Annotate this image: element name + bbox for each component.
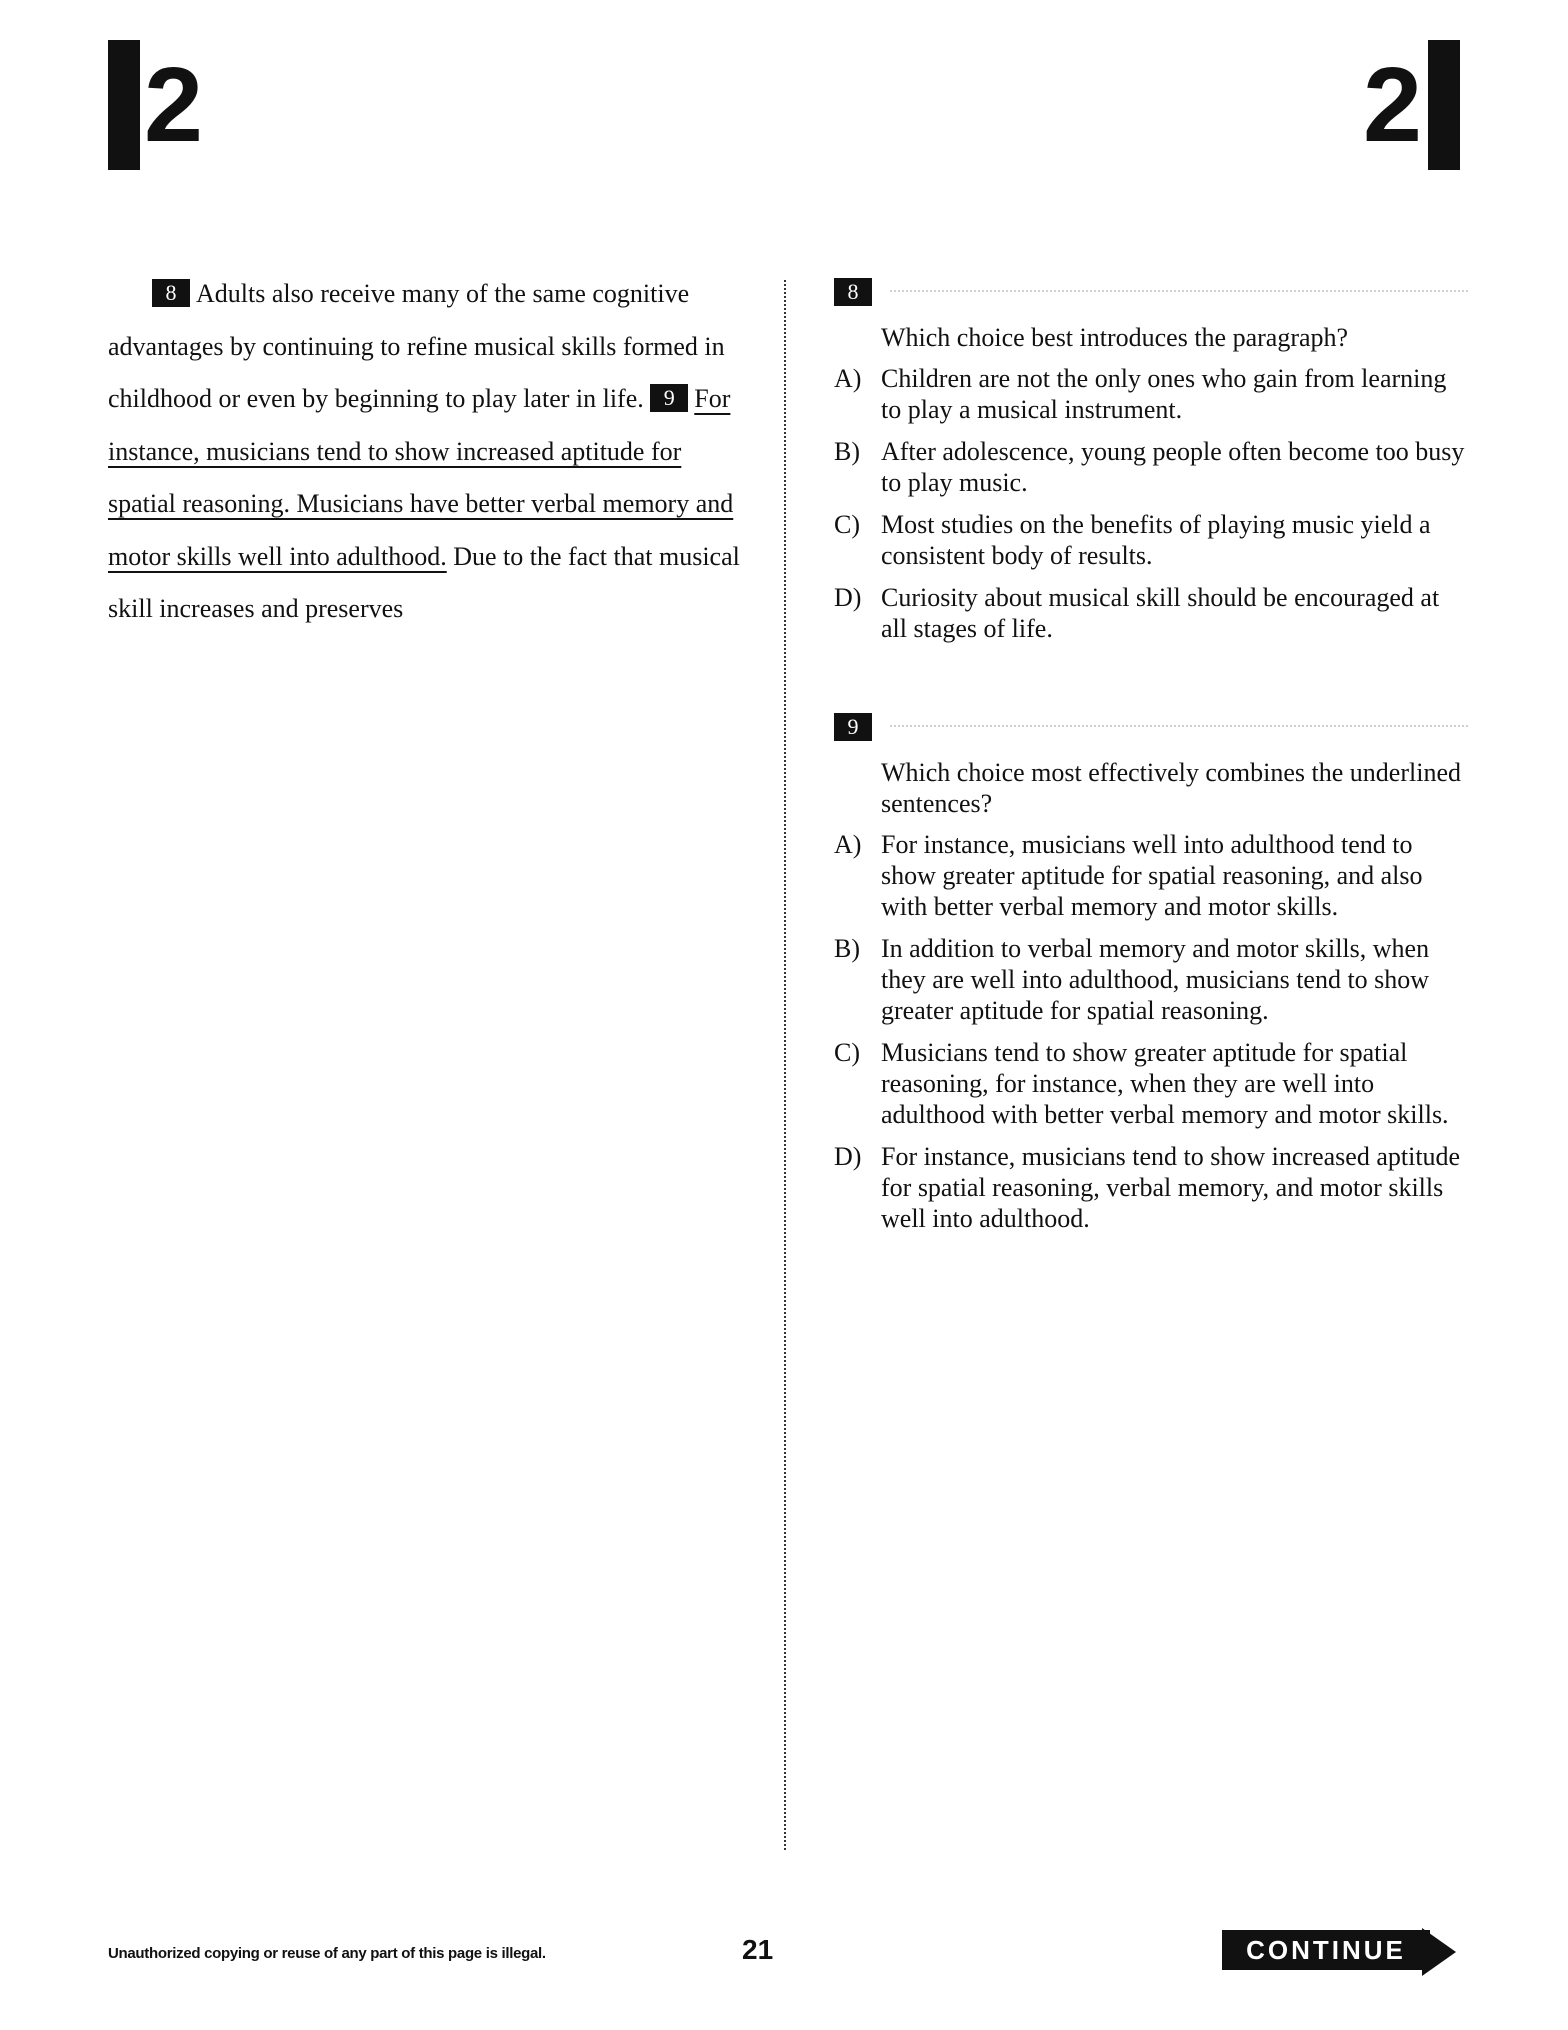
answer-choices: [834, 363, 1468, 644]
scan-noise: [890, 725, 1468, 733]
choice-letter: B): [834, 437, 860, 466]
section-number-text: 2: [144, 46, 203, 164]
answer-choice-c[interactable]: [834, 509, 1468, 571]
column-divider: [784, 280, 786, 1850]
choice-letter: A): [834, 830, 862, 859]
passage-continuation: Due to the fact that musical skill increases and preserves: [108, 541, 740, 623]
section-number-left: [108, 40, 203, 170]
answer-choices: [834, 829, 1468, 1234]
question-stem: Which choice best introduces the paragraph?: [881, 323, 1349, 352]
choice-text: In addition to verbal memory and motor skills, when they are well into adulthood, musicians tend to show greater aptitude for spatial reasoning.: [881, 934, 1430, 1025]
answer-choice-d[interactable]: [834, 1141, 1468, 1234]
choice-text: Children are not the only ones who gain from learning to play a musical instrument.: [881, 364, 1447, 424]
choice-letter: C): [834, 510, 860, 539]
arrow-right-icon: [1422, 1924, 1458, 1980]
choice-text: For instance, musicians tend to show increased aptitude for spatial reasoning, verbal memory, and motor skills well into adulthood.: [881, 1142, 1461, 1233]
choice-text: Most studies on the benefits of playing music yield a consistent body of results.: [881, 510, 1431, 570]
choice-letter: C): [834, 1038, 860, 1067]
question-header: [834, 713, 1468, 741]
continue-button[interactable]: [1222, 1924, 1460, 1980]
continue-label: CONTINUE: [1222, 1930, 1430, 1970]
passage: [108, 268, 748, 636]
choice-text: Musicians tend to show greater aptitude for spatial reasoning, for instance, when they are well into adulthood with better verbal memory and motor skills.: [881, 1038, 1449, 1129]
question-number-box: 9: [834, 713, 872, 741]
passage-q8-sentence: Adults also receive many of the same cognitive advantages by continuing to refine musical skills formed in childhood or even by beginning to play later in life.: [108, 279, 725, 413]
section-number-right: [1363, 40, 1460, 170]
answer-choice-b[interactable]: [834, 933, 1468, 1026]
passage-text: [108, 268, 748, 636]
page-number: 21: [742, 1934, 774, 1965]
answer-choice-a[interactable]: [834, 363, 1468, 425]
section-bar: [1428, 40, 1460, 170]
choice-letter: B): [834, 934, 860, 963]
question-stem: Which choice most effectively combines the underlined sentences?: [881, 758, 1461, 818]
answer-choice-c[interactable]: [834, 1037, 1468, 1130]
choice-text: Curiosity about musical skill should be encouraged at all stages of life.: [881, 583, 1440, 643]
choice-text: After adolescence, young people often become too busy to play music.: [881, 437, 1465, 497]
answer-choice-d[interactable]: [834, 582, 1468, 644]
answer-choice-a[interactable]: [834, 829, 1468, 922]
section-bar: [108, 40, 140, 170]
question-header: [834, 278, 1468, 306]
choice-letter: D): [834, 583, 862, 612]
choice-letter: A): [834, 364, 862, 393]
question-8: [834, 278, 1468, 655]
answer-choice-b[interactable]: [834, 436, 1468, 498]
question-marker-8: 8: [152, 279, 190, 307]
choice-letter: D): [834, 1142, 862, 1171]
scan-noise: [890, 290, 1468, 298]
choice-text: For instance, musicians well into adulthood tend to show greater aptitude for spatial reasoning, and also with better verbal memory and motor skills.: [881, 830, 1423, 921]
question-number-box: 8: [834, 278, 872, 306]
section-number-text: 2: [1363, 46, 1422, 164]
underlined-sentences: For instance, musicians tend to show increased aptitude for spatial reasoning. Musicians have better verbal memory and motor skills well into adulthood.: [108, 384, 734, 571]
copyright-notice: Unauthorized copying or reuse of any part of this page is illegal.: [108, 1945, 546, 1962]
question-marker-9: 9: [650, 384, 688, 412]
question-9: [834, 713, 1468, 1245]
